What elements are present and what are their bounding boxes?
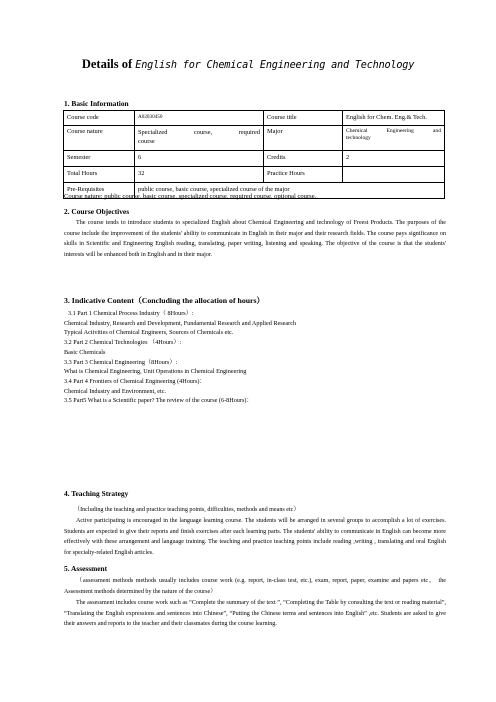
content-line: Basic Chemicals [64,348,106,356]
table-row [64,111,445,126]
table-cell: Course code [64,111,135,126]
table-cell [343,126,445,151]
table-cell: Course nature [64,126,135,151]
section-5-note: （assessment methods methods usually includes course work (e.g. report, in-class test, etc.), exam, report, paper, examine and papers etc， the Assessment methods determined by the nature of the course） [64,578,446,595]
table-row [64,126,445,151]
table-cell: Practice Hours [264,167,343,183]
table-cell: Total Hours [64,167,135,183]
cell-line: Chemical Engineering and [346,127,441,134]
content-line: Chemical Industry and Environment, etc. [64,387,167,395]
table-cell: Major [264,126,343,151]
table-cell: Semester [64,151,135,167]
table-cell [343,167,445,183]
table-cell [135,126,264,151]
table-row [64,151,445,167]
section-1-heading: 1. Basic Information [64,99,129,108]
table-cell: Pre-Requisites [64,183,135,199]
content-line: 3.1 Part 1 Chemical Process Industry（ 8Hours）: [68,310,194,317]
table-cell: Course title [264,111,343,126]
section-4-note: （Including the teaching and practice teaching points, difficulties, methods and means etc） [74,507,300,513]
course-nature-note: Course nature: public course, basic course, specialized course, required course, optional course. [64,193,317,200]
table-cell: 6 [135,151,264,167]
content-line: 3.2 Part 2 Chemical Technologies （4Hours）: [64,339,182,347]
section-4-paragraph: Active participating is encouraged in the language learning course. The students will be arranged in several groups to accomplish a lot of exercises. Students are expected to give their reports and finish exercises after each learning parts. The students' ability to communicate in English can become more effectively with these arrangement and language training. The teaching and practice teaching points include reading ,writing , translating and oral English for specialty-related English articles. [64,518,446,557]
content-line: Typical Activities of Chemical Engineers, Sources of Chemicals etc. [64,329,234,337]
table-cell: 32 [135,167,264,183]
table-cell: Credits [264,151,343,167]
table-cell: A02030450 [135,111,264,126]
document-title [0,57,496,72]
content-line: 3.5 Part5 What is a Scientific paper? The review of the course (6-8Hours)： [64,397,253,405]
content-line: 3.4 Part 4 Frontiers of Chemical Engineering (4Hours)： [64,377,206,385]
title-course-name: English for Chemical Engineering and Technology [135,60,415,71]
section-3-heading: 3. Indicative Content（Concluding the allocation of hours） [64,296,265,305]
cell-line: Specialized course, required [138,129,260,137]
section-3-content [64,309,446,406]
table-cell: public course, basic course, specialized course of the major [135,183,445,199]
basic-information-table [63,110,445,199]
table-cell: 2 [343,151,445,167]
table-cell: English for Chem. Eng.& Tech. [343,111,445,126]
section-5-heading: 5. Assessment [64,564,108,573]
section-5-paragraph: The assessment includes course work such as “Complete the summary of the text ”, “Completing the Table by consulting the text or reading material”, “Translating the English expressions and sentences into Chinese”, “Putting the Chinese terms and sentences into English” ,etc. Students are asked to give their answers and reports to the teacher and their classmates during the course learning. [64,600,446,628]
cell-line: course [138,138,155,145]
cell-line: technology [346,135,371,142]
section-2-paragraph: The course tends to introduce students to specialized English about Chemical Engineering and technology of Freest Products. The purposes of the course include the improvement of the students' ability to communicate in English in their major and their research fields. The course pays significance on skills in Scientific and Engineering English reading, translating, paper writing, listening and speaking. The objective of the course is that the students' interests will be enhanced both in English and in their major. [64,220,446,259]
table-row [64,167,445,183]
section-4-heading: 4. Teaching Strategy [64,489,129,498]
content-line: What is Chemical Engineering, Unit Operations in Chemical Engineering [64,368,247,376]
section-2-heading: 2. Course Objectives [64,207,130,216]
content-line: Chemical Industry, Research and Development, Fundamental Research and Applied Research [64,319,297,327]
title-prefix: Details of [81,57,133,71]
content-line: 3.3 Part 3 Chemical Engineering（8Hours）: [64,358,178,366]
